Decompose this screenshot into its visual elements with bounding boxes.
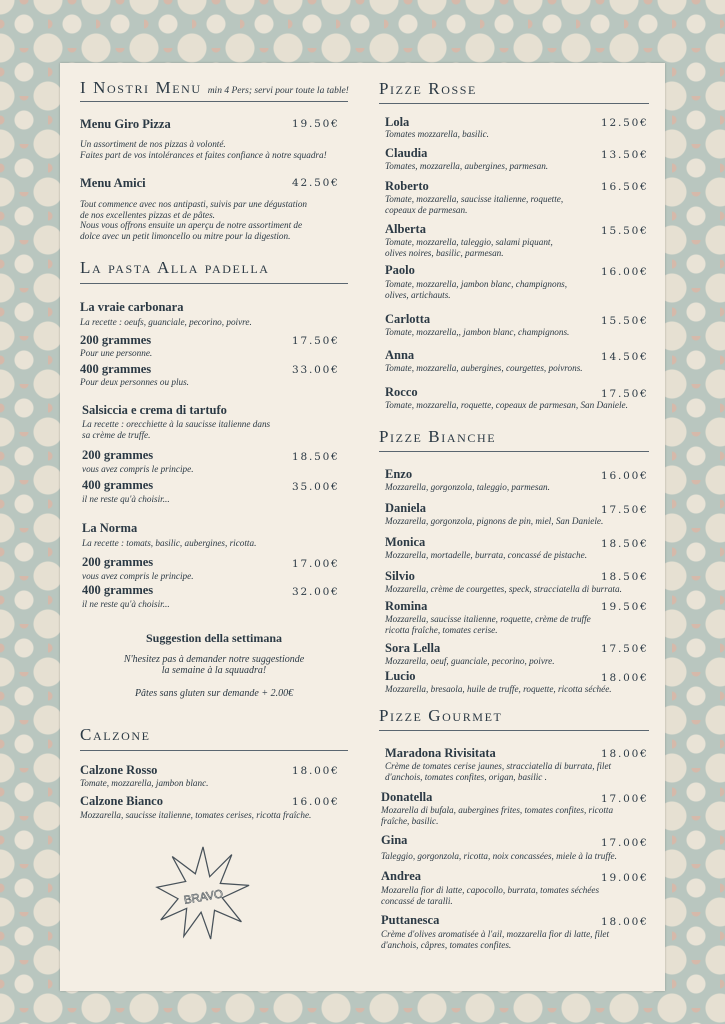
menu-item-price: 19.50€ [292,118,340,130]
pizza-price: 19.00€ [601,872,649,884]
pizza-price: 17.50€ [601,388,649,400]
pizza-price: 17.50€ [601,643,649,655]
pizza-price: 12.50€ [601,117,649,129]
pasta-option-name: 200 grammes [80,333,152,347]
pizza-desc: Tomate, mozzarella,, jambon blanc, champignons. [385,327,570,337]
pasta-option-name: 400 grammes [80,362,152,376]
menu-item-price: 42.50€ [292,177,340,189]
pasta-option-name: 200 grammes [82,555,154,569]
pizza-name: Rocco [385,385,418,399]
menus-note: min 4 Pers; servi pour toute la table! [207,86,349,96]
calzone-item-name: Calzone Rosso [80,763,158,777]
pizza-name: Romina [385,599,428,613]
menus-title: I Nostri Menu [80,78,202,97]
calzone-item-price: 16.00€ [292,796,340,808]
menu-item-desc: Un assortiment de nos pizzas à volonté. Faites part de vos intolérances et faites confiance à notre squadra! [80,139,327,160]
pasta-option-desc: vous avez compris le principe. [82,464,194,474]
pasta-dish-name: La vraie carbonara [80,300,184,314]
pizza-price: 18.00€ [601,748,649,760]
bravo-stamp [155,845,251,941]
suggestion-title: Suggestion della settimana [145,631,282,645]
pizza-desc: Mozzarella, gorgonzola, pignons de pin, miel, San Daniele. [385,516,604,526]
pizza-price: 17.50€ [601,504,649,516]
pizza-desc: Tomate, mozzarella, jambon blanc, champignons, olives, artichauts. [385,279,568,300]
pizza-name: Puttanesca [381,913,440,927]
pizza-desc: Tomates mozzarella, basilic. [385,129,489,139]
pasta-option-desc: Pour une personne. [80,348,153,358]
pizza-desc: Mozzarella, oeuf, guanciale, pecorino, poivre. [385,656,555,666]
pizza-price: 14.50€ [601,351,649,363]
pasta-dish-desc: La recette : oeufs, guanciale, pecorino, poivre. [80,317,252,327]
pasta-option-desc: vous avez compris le principe. [82,571,194,581]
pizza-name: Carlotta [385,312,431,326]
pizza-price: 17.00€ [601,837,649,849]
pasta-dish-desc: La recette : orecchiette à la saucisse italienne dans sa crème de truffe. [82,419,271,440]
pasta-option-price: 33.00€ [292,364,340,376]
pizza-name: Donatella [381,790,433,804]
pizza-name: Claudia [385,146,428,160]
gourmet-divider [379,730,649,731]
pizza-name: Alberta [385,222,426,236]
rosse-divider [379,103,649,104]
pizza-price: 16.00€ [601,266,649,278]
pizza-desc: Tomate, mozzarella, roquette, copeaux de parmesan, San Daniele. [385,400,628,410]
pasta-option-name: 200 grammes [82,448,154,462]
pizza-desc: Tomate, mozzarella, aubergines, courgettes, poivrons. [385,363,583,373]
pizza-name: Daniela [385,501,426,515]
pasta-dish-name: La Norma [82,521,138,535]
pizza-desc: Tomates, mozzarella, aubergines, parmesan. [385,161,549,171]
pizza-price: 13.50€ [601,149,649,161]
rosse-section-title: Pizze Rosse [379,79,477,98]
pizza-name: Roberto [385,179,429,193]
pasta-option-price: 18.50€ [292,451,340,463]
pizza-name: Silvio [385,569,415,583]
pizza-desc: Mozzarella, gorgonzola, taleggio, parmesan. [385,482,550,492]
pizza-price: 19.50€ [601,601,649,613]
pizza-desc: Crème d'olives aromatisée à l'ail, mozzarella fior di latte, filet d'anchois, câpres, tomates confites. [381,929,610,950]
pasta-option-desc: il ne reste qu'à choisir... [82,494,170,504]
pizza-name: Lucio [385,669,416,683]
pizza-desc: Crème de tomates cerise jaunes, stracciatella di burrata, filet d'anchois, tomates confites, origan, basilic . [385,761,612,782]
pizza-price: 15.50€ [601,225,649,237]
pizza-desc: Mozzarella, mortadelle, burrata, concassé de pistache. [385,550,588,560]
pizza-price: 18.00€ [601,672,649,684]
pasta-option-price: 17.00€ [292,558,340,570]
pasta-option-desc: Pour deux personnes ou plus. [80,377,189,387]
pasta-option-price: 32.00€ [292,586,340,598]
pizza-desc: Taleggio, gorgonzola, ricotta, noix concassées, miele à la truffe. [381,851,617,861]
pizza-name: Paolo [385,263,415,277]
pizza-desc: Mozzarella, bresaola, huile de truffe, roquette, ricotta séchée. [385,684,612,694]
calzone-item-name: Calzone Bianco [80,794,163,808]
pasta-option-price: 17.50€ [292,335,340,347]
pasta-option-name: 400 grammes [82,583,154,597]
pasta-option-name: 400 grammes [82,478,154,492]
pizza-price: 18.00€ [601,916,649,928]
calzone-item-desc: Tomate, mozzarella, jambon blanc. [80,778,209,788]
pizza-name: Monica [385,535,426,549]
pizza-price: 18.50€ [601,538,649,550]
pizza-name: Anna [385,348,415,362]
pasta-dish-name: Salsiccia e crema di tartufo [82,403,227,417]
menus-section-title [80,78,349,98]
suggestion-text: N'hesitez pas à demander notre suggestionde la semaine à la squuadra! [123,654,305,676]
pizza-price: 18.50€ [601,571,649,583]
menu-item-name: Menu Giro Pizza [80,117,171,131]
pasta-divider [80,283,348,284]
menus-divider [80,101,348,102]
menu-panel [60,63,665,991]
pizza-name: Lola [385,115,410,129]
pizza-desc: Mozarella di bufala, aubergines frites, tomates confites, ricotta fraîche, basilic. [381,805,614,826]
gluten-note: Pâtes sans gluten sur demande + 2.00€ [134,688,294,699]
pizza-price: 16.50€ [601,181,649,193]
pizza-name: Andrea [381,869,422,883]
calzone-divider [80,750,348,751]
pizza-name: Sora Lella [385,641,441,655]
pizza-desc: Mozzarella, saucisse italienne, roquette, crème de truffe ricotta fraîche, tomates cerise. [385,614,591,635]
bianche-divider [379,451,649,452]
pasta-option-desc: il ne reste qu'à choisir... [82,599,170,609]
pasta-section-title: La pasta Alla padella [80,258,270,277]
calzone-item-desc: Mozzarella, saucisse italienne, tomates cerises, ricotta fraîche. [80,810,312,820]
pizza-name: Maradona Rivisitata [385,746,496,760]
pasta-dish-desc: La recette : tomats, basilic, aubergines, ricotta. [82,538,257,548]
pizza-desc: Tomate, mozzarella, taleggio, salami piquant, olives noires, basilic, parmesan. [385,237,553,258]
gourmet-section-title: Pizze Gourmet [379,706,503,725]
menu-item-name: Menu Amici [80,176,146,190]
pizza-price: 17.00€ [601,793,649,805]
pasta-option-price: 35.00€ [292,481,340,493]
menu-item-desc: Tout commence avec nos antipasti, suivis par une dégustation de nos excellentes pizzas et de pâtes. Nous vous offrons ensuite un aperçu de notre assortiment de dolce avec un petit limoncello ou mitre pour la digestion. [80,199,308,241]
pizza-name: Enzo [385,467,413,481]
pizza-name: Gina [381,833,408,847]
pizza-price: 16.00€ [601,470,649,482]
bravo-stamp-text: BRAVO [183,888,224,907]
calzone-section-title: Calzone [80,725,151,744]
bianche-section-title: Pizze Bianche [379,427,497,446]
pizza-price: 15.50€ [601,315,649,327]
pizza-desc: Tomate, mozzarella, saucisse italienne, roquette, copeaux de parmesan. [385,194,564,215]
pizza-desc: Mozzarella, crème de courgettes, speck, stracciatella di burrata. [385,584,622,594]
pizza-desc: Mozarella fior di latte, capocollo, burrata, tomates séchées concassé de taralli. [381,885,600,906]
calzone-item-price: 18.00€ [292,765,340,777]
